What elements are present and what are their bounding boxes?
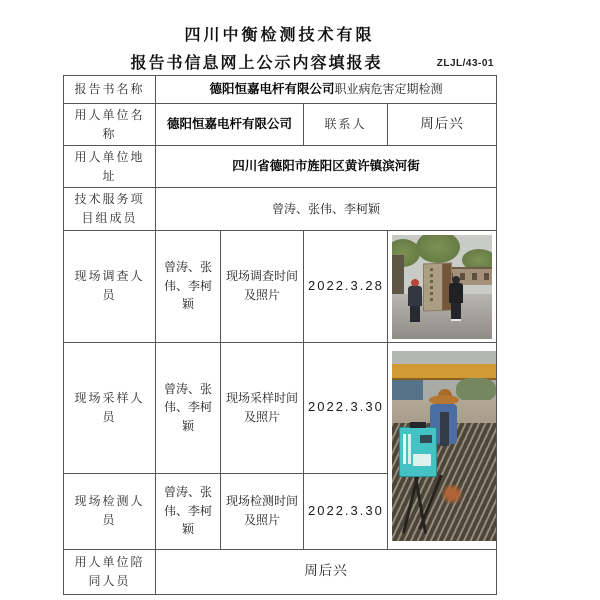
- survey-personnel: 曾涛、张伟、李柯颖: [156, 230, 221, 342]
- testing-label: 现场检测人员: [64, 473, 156, 549]
- contact-label: 联系人: [304, 104, 388, 146]
- site-sampling-photo: [392, 351, 496, 541]
- table-row-address: [64, 146, 497, 188]
- person-left-shape: [408, 279, 422, 322]
- table-row-employer-name: [64, 104, 497, 146]
- testing-time-label: 现场检测时间及照片: [221, 473, 304, 549]
- sampling-label: 现场采样人员: [64, 342, 156, 473]
- escort-value: 周后兴: [156, 549, 497, 594]
- sampling-instrument-shape: [399, 427, 437, 477]
- sampling-time-label: 现场采样时间及照片: [221, 342, 304, 473]
- contact-name: 周后兴: [388, 104, 497, 146]
- tree-shape: [416, 235, 460, 263]
- survey-photo-cell: [388, 230, 497, 342]
- sampling-personnel: 曾涛、张伟、李柯颖: [156, 342, 221, 473]
- team-label: 技术服务项目组成员: [64, 188, 156, 230]
- document-title-line2-row: [63, 50, 496, 70]
- employer-name-label: 用人单位名称: [64, 104, 156, 146]
- report-name-suffix: 职业病危害定期检测: [334, 81, 443, 96]
- report-name-company: 德阳恒嘉电杆有限公司: [209, 81, 335, 96]
- table-row-escort: [64, 549, 497, 594]
- address-label: 用人单位地址: [64, 146, 156, 188]
- sampling-date: 2022.3.30: [304, 342, 388, 473]
- survey-label: 现场调查人员: [64, 230, 156, 342]
- report-info-table: [63, 75, 497, 595]
- report-name-label: 报告书名称: [64, 76, 156, 104]
- employer-name-value: 德阳恒嘉电杆有限公司: [156, 104, 304, 146]
- report-name-value: [156, 76, 497, 104]
- table-row-team: [64, 188, 497, 230]
- escort-label: 用人单位陪同人员: [64, 549, 156, 594]
- table-row-sampling: [64, 342, 497, 473]
- document-code: ZLJL/43-01: [436, 58, 494, 69]
- document-title-line1: 四川中衡检测技术有限: [184, 27, 375, 44]
- team-members: 曾涛、张伟、李柯颖: [156, 188, 497, 230]
- table-row-survey: [64, 230, 497, 342]
- worker-hat-brim-shape: [429, 395, 459, 405]
- rust-glow-shape: [439, 484, 465, 504]
- document-title-line2: 报告书信息网上公示内容填报表: [130, 55, 383, 72]
- table-row-report-name: [64, 76, 497, 104]
- stone-sign-shape: [423, 262, 452, 311]
- sampling-photo-cell: [388, 342, 497, 549]
- address-value: 四川省德阳市旌阳区黄许镇滨河街: [156, 146, 497, 188]
- document-header: [63, 22, 496, 70]
- worker-strap-shape: [440, 412, 449, 446]
- survey-date: 2022.3.28: [304, 230, 388, 342]
- building-corner-shape: [392, 255, 404, 295]
- sign-text-shape: [430, 267, 433, 304]
- tree-shape: [456, 378, 496, 403]
- survey-time-label: 现场调查时间及照片: [221, 230, 304, 342]
- testing-personnel: 曾涛、张伟、李柯颖: [156, 473, 221, 549]
- person-right-shape: [449, 276, 463, 321]
- site-survey-photo: [392, 235, 492, 339]
- testing-date: 2022.3.30: [304, 473, 388, 549]
